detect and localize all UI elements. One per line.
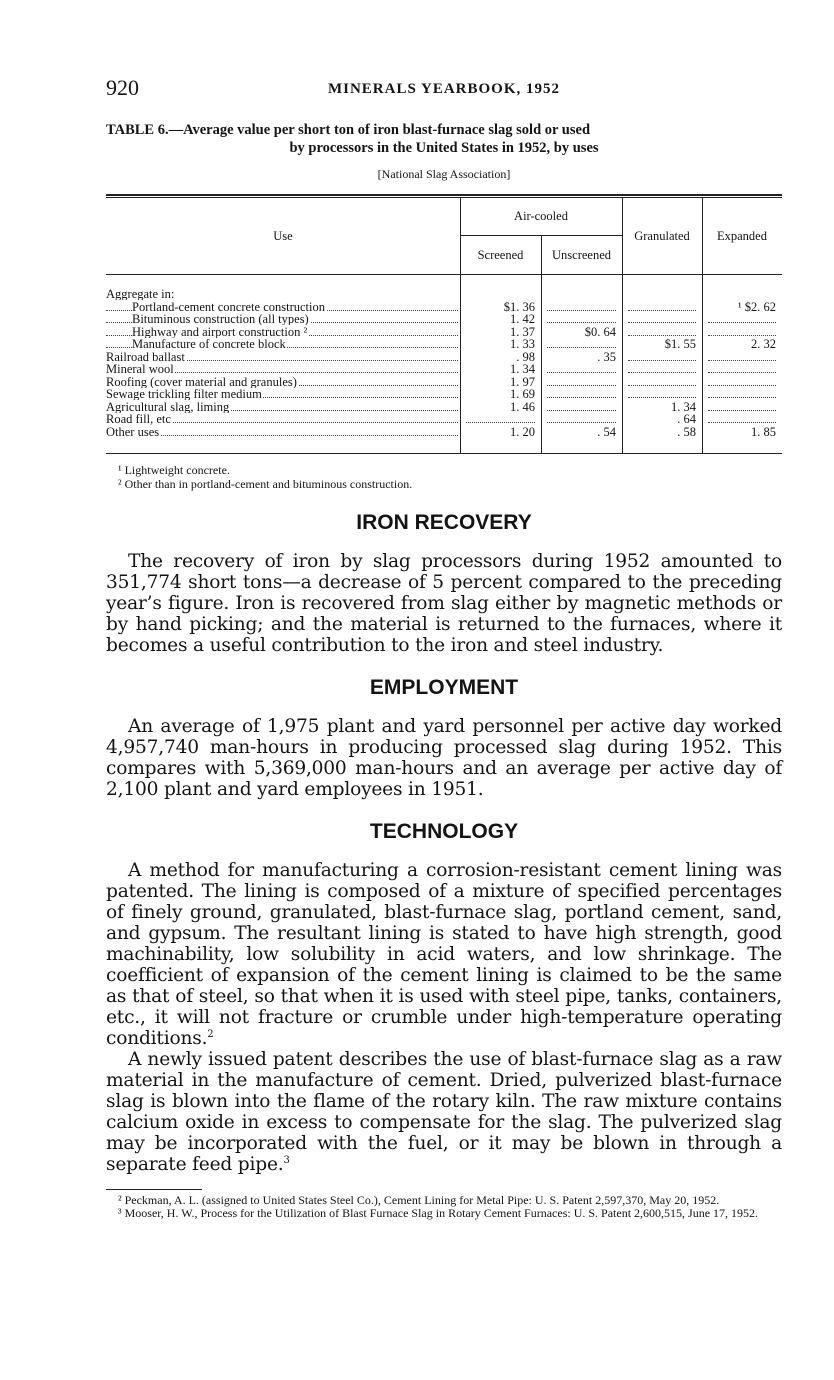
cell-expanded bbox=[702, 326, 782, 338]
cell-screened: 1. 34 bbox=[510, 362, 535, 376]
header-screened: Screened bbox=[477, 248, 524, 262]
section-heading-employment: EMPLOYMENT bbox=[369, 676, 519, 699]
row-label-text: Road fill, etc bbox=[106, 413, 171, 425]
header-granulated: Granulated bbox=[634, 229, 690, 243]
cell-granulated bbox=[622, 326, 702, 338]
cell-unscreened bbox=[541, 388, 622, 400]
paragraph-text: A method for manufacturing a corrosion-resistant cement lining was patented. The lining is composed of a mixture of specified percentages of finely ground, granulated, blast-furnace slag, portland cement, sand, and gypsum. The resultant lining is stated to have high strength, good machinability, low solubility in acid waters, and low shrinkage. The coefficient of expansion of the cement lining is claimed to be the same as that of steel, so that when it is used with steel pipe, tanks, containers, etc., it will not fracture or crumble under high-temperature operating conditions. bbox=[106, 860, 782, 1049]
cell-screened: 1. 42 bbox=[510, 312, 535, 326]
table-top-rule bbox=[106, 194, 782, 196]
table-footnote: ¹ Lightweight concrete. bbox=[118, 463, 230, 477]
cell-expanded: ¹ $2. 62 bbox=[737, 299, 776, 314]
table-row bbox=[106, 301, 782, 313]
cell-granulated: . 58 bbox=[677, 424, 696, 439]
cell-expanded bbox=[702, 313, 782, 325]
page-footnote: ² Peckman, A. L. (assigned to United States Steel Co.), Cement Lining for Metal Pipe: U. S. Patent 2,597,370, May 20, 1952. bbox=[118, 1193, 720, 1207]
row-label bbox=[106, 426, 458, 438]
table-row bbox=[106, 388, 782, 400]
row-label bbox=[106, 413, 458, 425]
table-source: [National Slag Association] bbox=[377, 167, 511, 181]
table-bottom-rule bbox=[106, 453, 782, 454]
paragraph-text: A newly issued patent describes the use of blast-furnace slag as a raw material in the manufacture of cement. Dried, pulverized blast-furnace slag is blown into the flame of the rotary kiln. The raw mixture contains calcium oxide in excess to compensate for the slag. The pulverized slag may be incorporated with the fuel, or it may be blown in through a separate feed pipe. bbox=[106, 1049, 782, 1175]
row-label bbox=[106, 363, 458, 375]
cell-screened: 1. 97 bbox=[510, 374, 535, 389]
row-label-text: Manufacture of concrete block bbox=[132, 338, 286, 350]
cell-granulated: $1. 55 bbox=[664, 337, 696, 351]
cell-granulated bbox=[622, 376, 702, 388]
cell-expanded bbox=[702, 388, 782, 400]
footnote-ref: 3 bbox=[283, 1154, 290, 1166]
table-caption bbox=[106, 121, 782, 157]
table-top-rule-inner bbox=[106, 197, 782, 198]
page-footnotes bbox=[106, 1194, 782, 1219]
table-row bbox=[106, 313, 782, 325]
table-row bbox=[106, 401, 782, 413]
cell-screened bbox=[460, 413, 541, 425]
cell-screened: 1. 46 bbox=[510, 399, 535, 414]
table-row bbox=[106, 351, 782, 363]
header-unscreened: Unscreened bbox=[552, 248, 611, 262]
header-use: Use bbox=[273, 229, 293, 243]
cell-granulated bbox=[622, 351, 702, 363]
cell-granulated bbox=[622, 313, 702, 325]
row-label bbox=[106, 313, 458, 325]
header-bottom-rule bbox=[106, 274, 782, 275]
row-label-text: Mineral wool bbox=[106, 363, 174, 375]
cell-expanded: 2. 32 bbox=[751, 337, 776, 351]
section-heading-technology: TECHNOLOGY bbox=[369, 820, 519, 843]
table-footnotes bbox=[106, 463, 782, 491]
row-label-text: Aggregate in: bbox=[106, 288, 175, 300]
table-row bbox=[106, 363, 782, 375]
cell-screened: 1. 69 bbox=[510, 387, 535, 401]
cell-expanded bbox=[702, 363, 782, 375]
cell-expanded bbox=[702, 376, 782, 388]
page-number: 920 bbox=[106, 75, 139, 100]
table-group-row bbox=[106, 288, 782, 300]
cell-screened: 1. 37 bbox=[510, 324, 535, 339]
row-label bbox=[106, 288, 458, 300]
cell-unscreened: $0. 64 bbox=[584, 324, 616, 339]
table-caption-line-2: by processors in the United States in 1952, by uses bbox=[289, 140, 599, 156]
cell-expanded bbox=[702, 413, 782, 425]
footnote-ref: 2 bbox=[207, 1028, 214, 1040]
cell-granulated bbox=[622, 388, 702, 400]
row-label-text: Roofing (cover material and granules) bbox=[106, 375, 297, 388]
row-label bbox=[106, 376, 458, 388]
row-label bbox=[106, 388, 458, 400]
cell-screened: 1. 20 bbox=[510, 424, 535, 439]
cell-unscreened bbox=[541, 363, 622, 375]
table-row bbox=[106, 326, 782, 338]
cell-unscreened bbox=[541, 313, 622, 325]
table-row bbox=[106, 426, 782, 438]
running-title: MINERALS YEARBOOK, 1952 bbox=[327, 81, 561, 97]
header-air-cooled: Air-cooled bbox=[514, 209, 568, 223]
row-label-text: Portland-cement concrete construction bbox=[132, 300, 325, 313]
cell-unscreened bbox=[541, 413, 622, 425]
paragraph-iron-recovery: The recovery of iron by slag processors during 1952 amounted to 351,774 short tons—a decrease of 5 percent compared to the preceding year’s figure. Iron is recovered from slag either by magnetic methods or by hand picking; and the material is returned to the furnaces, where it becomes a useful contribution to the iron and steel industry. bbox=[106, 551, 782, 656]
row-label-text: Railroad ballast bbox=[106, 350, 185, 363]
cell-expanded bbox=[702, 351, 782, 363]
cell-expanded bbox=[702, 401, 782, 413]
row-label-text: Bituminous construction (all types) bbox=[132, 313, 309, 325]
cell-screened: . 98 bbox=[516, 349, 535, 364]
cell-screened: $1. 36 bbox=[503, 299, 535, 314]
cell-unscreened bbox=[541, 301, 622, 313]
paragraph-employment: An average of 1,975 plant and yard personnel per active day worked 4,957,740 man-hours in producing processed slag during 1952. This compares with 5,369,000 man-hours and an average per active day of 2,100 plant and yard employees in 1951. bbox=[106, 716, 782, 800]
row-label bbox=[106, 326, 458, 338]
cell-screened: 1. 33 bbox=[510, 337, 535, 351]
row-label bbox=[106, 301, 458, 313]
table-row bbox=[106, 376, 782, 388]
row-label-text: Agricultural slag, liming bbox=[106, 400, 230, 413]
cell-unscreened bbox=[541, 376, 622, 388]
cell-unscreened bbox=[541, 401, 622, 413]
table-caption-line-1: TABLE 6.—Average value per short ton of iron blast-furnace slag sold or used bbox=[106, 122, 591, 138]
row-label-text: Highway and airport construction ² bbox=[132, 325, 308, 338]
cell-unscreened bbox=[541, 338, 622, 350]
row-label-text: Sewage trickling filter medium bbox=[106, 388, 262, 400]
cell-granulated bbox=[622, 363, 702, 375]
paragraph-technology-2 bbox=[106, 1049, 782, 1175]
section-heading-iron-recovery: IRON RECOVERY bbox=[356, 511, 532, 534]
table-footnote: ² Other than in portland-cement and bituminous construction. bbox=[118, 477, 413, 491]
table-row bbox=[106, 413, 782, 425]
running-head bbox=[106, 74, 782, 102]
table-row bbox=[106, 338, 782, 350]
cell-unscreened: . 35 bbox=[597, 349, 616, 364]
row-label bbox=[106, 351, 458, 363]
page-footnote: ³ Mooser, H. W., Process for the Utilization of Blast Furnace Slag in Rotary Cement Furnaces: U. S. Patent 2,600,515, June 17, 1952. bbox=[118, 1205, 759, 1220]
row-label bbox=[106, 338, 458, 350]
row-label-text: Other uses bbox=[106, 425, 160, 438]
cell-granulated: . 64 bbox=[677, 412, 696, 426]
paragraph-technology-1 bbox=[106, 860, 782, 1049]
footnote-rule bbox=[106, 1189, 202, 1190]
cell-expanded: 1. 85 bbox=[751, 424, 776, 439]
header-expanded: Expanded bbox=[717, 229, 767, 243]
cell-granulated bbox=[622, 301, 702, 313]
cell-granulated: 1. 34 bbox=[671, 399, 696, 414]
row-label bbox=[106, 401, 458, 413]
cell-unscreened: . 54 bbox=[597, 424, 616, 439]
